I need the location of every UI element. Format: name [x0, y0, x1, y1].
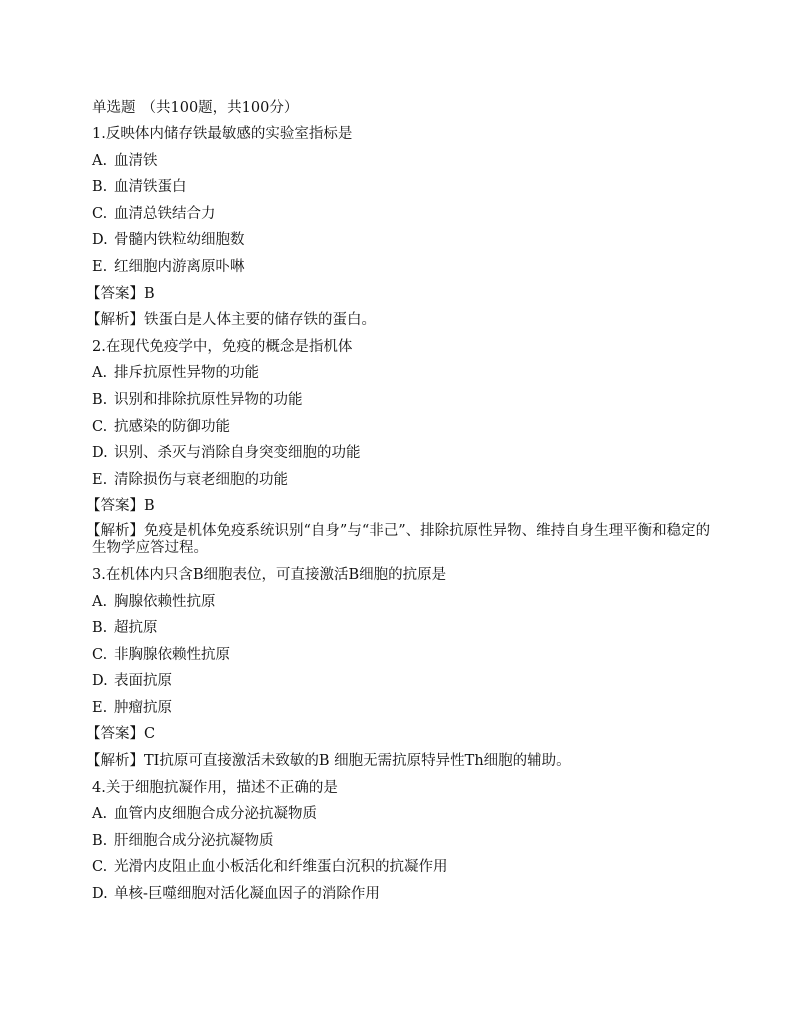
answer-line — [86, 284, 712, 311]
question-3 — [86, 565, 712, 778]
option-text: 超抗原 — [114, 620, 158, 637]
analysis-tag: 【解析】 — [86, 753, 144, 770]
option-letter: C. — [92, 646, 108, 663]
answer-tag: 【答案】 — [86, 498, 144, 515]
answer-tag: 【答案】 — [86, 285, 144, 302]
section-meta: （共100题，共100分） — [141, 100, 299, 116]
option-letter: A. — [92, 152, 108, 169]
option-letter: D. — [92, 232, 108, 249]
option-d — [92, 884, 712, 911]
option-e — [92, 470, 712, 497]
option-text: 排斥抗原性异物的功能 — [114, 365, 259, 382]
question-stem: 1.反映体内储存铁最敏感的实验室指标是 — [92, 126, 353, 142]
analysis-line — [86, 310, 712, 337]
option-letter: B. — [92, 391, 108, 408]
question-1 — [86, 124, 712, 337]
option-a — [92, 363, 712, 390]
option-b — [92, 390, 712, 417]
option-b — [92, 831, 712, 858]
option-letter: A. — [92, 806, 108, 823]
option-d — [92, 671, 712, 698]
option-text: 识别、杀灭与消除自身突变细胞的功能 — [114, 445, 361, 462]
option-a — [92, 151, 712, 178]
question-stem: 3.在机体内只含B细胞表位，可直接激活B细胞的抗原是 — [92, 566, 447, 583]
answer-line — [86, 496, 712, 523]
option-text: 骨髓内铁粒幼细胞数 — [114, 232, 245, 249]
option-letter: D. — [92, 445, 108, 462]
option-text: 光滑内皮阻止血小板活化和纤维蛋白沉积的抗凝作用 — [114, 859, 448, 876]
option-text: 血清总铁结合力 — [114, 205, 216, 222]
option-text: 识别和排除抗原性异物的功能 — [114, 391, 303, 408]
option-letter: D. — [92, 886, 108, 903]
option-letter: C. — [92, 859, 108, 876]
option-b — [92, 618, 712, 645]
analysis-text: 免疫是机体免疫系统识别“自身”与“非己”、排除抗原性异物、维持自身生理平衡和稳定的生物学应答过程。 — [92, 522, 711, 556]
answer-value: B — [144, 498, 155, 515]
option-text: 肿瘤抗原 — [114, 699, 172, 716]
analysis-tag: 【解析】 — [86, 522, 144, 539]
option-letter: D. — [92, 673, 108, 690]
option-text: 非胸腺依赖性抗原 — [114, 646, 230, 663]
answer-tag: 【答案】 — [86, 726, 144, 743]
option-letter: E. — [92, 471, 108, 488]
option-text: 血管内皮细胞合成分泌抗凝物质 — [114, 806, 317, 823]
option-c — [92, 645, 712, 672]
option-d — [92, 443, 712, 470]
analysis-line — [86, 751, 712, 778]
question-2 — [86, 337, 712, 565]
analysis-tag: 【解析】 — [86, 312, 144, 329]
option-text: 清除损伤与衰老细胞的功能 — [114, 471, 288, 488]
option-e — [92, 698, 712, 725]
section-label: 单选题 — [92, 100, 136, 116]
question-4 — [92, 778, 712, 911]
option-letter: A. — [92, 593, 108, 610]
option-a — [92, 592, 712, 619]
option-letter: C. — [92, 205, 108, 222]
option-letter: B. — [92, 832, 108, 849]
option-c — [92, 417, 712, 444]
option-letter: E. — [92, 258, 108, 275]
option-text: 肝细胞合成分泌抗凝物质 — [114, 832, 274, 849]
option-a — [92, 804, 712, 831]
option-text: 红细胞内游离原卟啉 — [114, 258, 245, 275]
option-text: 抗感染的防御功能 — [114, 418, 230, 435]
option-text: 胸腺依赖性抗原 — [114, 593, 216, 610]
option-text: 表面抗原 — [114, 673, 172, 690]
option-letter: E. — [92, 699, 108, 716]
analysis-line — [86, 522, 712, 565]
answer-line — [86, 724, 712, 751]
option-letter: C. — [92, 418, 108, 435]
option-c — [92, 857, 712, 884]
analysis-text: TI抗原可直接激活未致敏的B 细胞无需抗原特异性Th细胞的辅助。 — [144, 753, 571, 770]
option-text: 单核-巨噬细胞对活化凝血因子的消除作用 — [114, 886, 380, 903]
option-letter: B. — [92, 179, 108, 196]
option-letter: B. — [92, 620, 108, 637]
option-b — [92, 177, 712, 204]
section-title — [92, 98, 712, 124]
exam-document — [86, 98, 712, 911]
option-c — [92, 204, 712, 231]
answer-value: C — [144, 726, 156, 743]
analysis-text: 铁蛋白是人体主要的储存铁的蛋白。 — [144, 312, 376, 329]
option-text: 血清铁蛋白 — [114, 179, 187, 196]
question-stem: 2.在现代免疫学中，免疫的概念是指机体 — [92, 338, 353, 355]
option-letter: A. — [92, 365, 108, 382]
question-stem: 4.关于细胞抗凝作用，描述不正确的是 — [92, 779, 338, 796]
answer-value: B — [144, 285, 155, 302]
option-text: 血清铁 — [114, 152, 158, 169]
option-d — [92, 230, 712, 257]
option-e — [92, 257, 712, 284]
